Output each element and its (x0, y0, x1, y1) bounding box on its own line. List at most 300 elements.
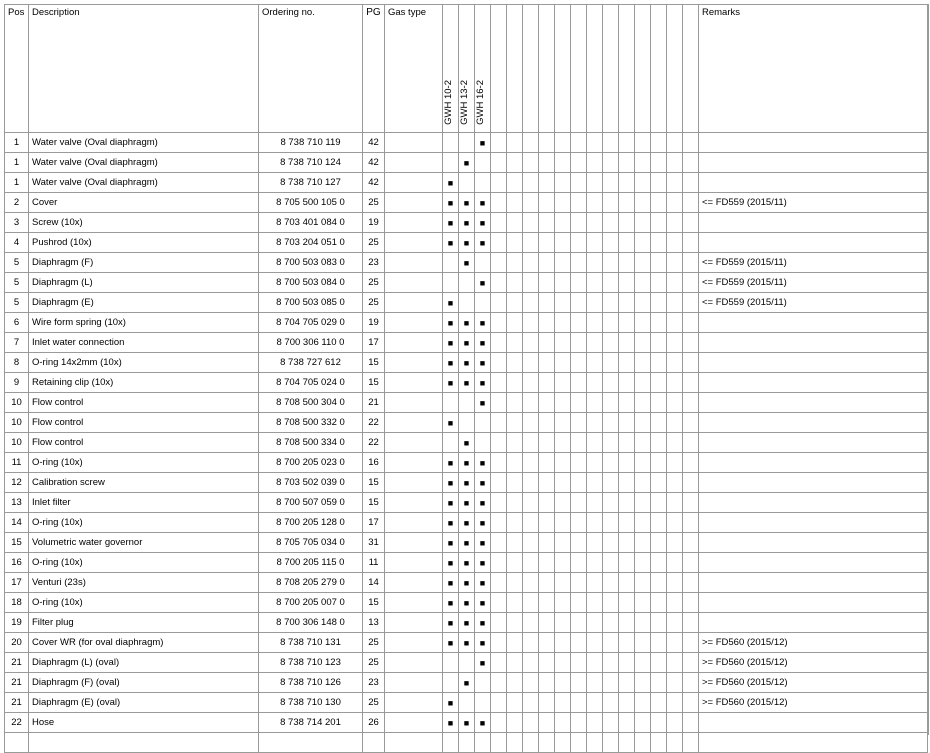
applicability-marker: ■ (479, 277, 486, 288)
applicability-marker: ■ (463, 337, 470, 348)
empty-model-cell (683, 373, 699, 393)
empty-model-cell (539, 233, 555, 253)
applicability-marker: ■ (447, 697, 454, 708)
empty-cell (475, 733, 491, 753)
remarks-cell (699, 133, 928, 153)
applicability-marker: ■ (447, 177, 454, 188)
empty-model-cell (667, 333, 683, 353)
applicability-marker: ■ (479, 537, 486, 548)
empty-model-cell (507, 153, 523, 173)
empty-model-cell (683, 633, 699, 653)
pos-cell: 2 (5, 193, 29, 213)
empty-model-cell (555, 653, 571, 673)
applicability-marker: ■ (463, 477, 470, 488)
remarks-cell (699, 453, 928, 473)
empty-model-cell (603, 493, 619, 513)
empty-model-cell (507, 473, 523, 493)
description-cell: Cover (29, 193, 259, 213)
empty-model-cell (587, 693, 603, 713)
ordering-no-header: Ordering no. (259, 5, 363, 133)
applicability-marker: ■ (463, 637, 470, 648)
empty-model-cell (635, 553, 651, 573)
empty-model-header (651, 5, 667, 133)
empty-model-cell (635, 473, 651, 493)
empty-model-cell (651, 313, 667, 333)
pos-cell: 10 (5, 413, 29, 433)
applicability-marker: ■ (479, 717, 486, 728)
empty-model-cell (539, 193, 555, 213)
empty-model-cell (507, 353, 523, 373)
pg-cell: 25 (363, 273, 385, 293)
gas-type-cell (385, 633, 443, 653)
empty-model-cell (523, 333, 539, 353)
empty-model-cell (651, 333, 667, 353)
empty-model-cell (603, 633, 619, 653)
ordering-no-cell: 8 700 503 085 0 (259, 293, 363, 313)
applicability-marker: ■ (447, 537, 454, 548)
table-row (5, 713, 928, 733)
empty-model-cell (523, 713, 539, 733)
model-cell (459, 693, 475, 713)
pg-cell: 16 (363, 453, 385, 473)
pg-cell: 14 (363, 573, 385, 593)
model-cell (443, 593, 459, 613)
ordering-no-cell: 8 738 710 131 (259, 633, 363, 653)
model-cell (459, 713, 475, 733)
model-cell (443, 133, 459, 153)
model-cell (459, 333, 475, 353)
empty-model-cell (619, 233, 635, 253)
empty-model-cell (507, 653, 523, 673)
pg-cell: 23 (363, 673, 385, 693)
pos-cell: 3 (5, 213, 29, 233)
table-row-partial (5, 733, 928, 753)
model-cell (443, 193, 459, 213)
empty-model-cell (571, 493, 587, 513)
empty-model-header (635, 5, 651, 133)
pg-cell: 42 (363, 173, 385, 193)
applicability-marker: ■ (447, 237, 454, 248)
gas-type-cell (385, 333, 443, 353)
empty-model-cell (491, 173, 507, 193)
empty-model-cell (683, 553, 699, 573)
empty-model-cell (491, 653, 507, 673)
gas-type-cell (385, 413, 443, 433)
applicability-marker: ■ (447, 357, 454, 368)
empty-model-cell (587, 613, 603, 633)
remarks-cell (699, 333, 928, 353)
applicability-marker: ■ (479, 457, 486, 468)
model-cell (443, 333, 459, 353)
model-cell (443, 613, 459, 633)
empty-model-cell (635, 353, 651, 373)
empty-model-cell (667, 353, 683, 373)
empty-model-cell (571, 393, 587, 413)
empty-model-cell (491, 593, 507, 613)
empty-model-cell (651, 473, 667, 493)
empty-model-cell (507, 453, 523, 473)
empty-model-cell (651, 693, 667, 713)
pg-cell: 15 (363, 473, 385, 493)
pg-cell: 17 (363, 333, 385, 353)
table-row (5, 493, 928, 513)
empty-model-cell (539, 253, 555, 273)
empty-model-cell (539, 673, 555, 693)
empty-cell (363, 733, 385, 753)
gas-type-cell (385, 573, 443, 593)
empty-model-cell (571, 333, 587, 353)
empty-model-cell (587, 333, 603, 353)
applicability-marker: ■ (463, 537, 470, 548)
empty-model-cell (603, 593, 619, 613)
model-cell (443, 233, 459, 253)
empty-model-cell (619, 493, 635, 513)
empty-model-cell (523, 433, 539, 453)
empty-model-cell (603, 413, 619, 433)
empty-model-cell (507, 693, 523, 713)
description-cell: Pushrod (10x) (29, 233, 259, 253)
empty-model-cell (635, 493, 651, 513)
empty-cell (651, 733, 667, 753)
empty-model-cell (635, 413, 651, 433)
pg-cell: 26 (363, 713, 385, 733)
empty-model-cell (539, 473, 555, 493)
pg-cell: 17 (363, 513, 385, 533)
empty-model-cell (571, 233, 587, 253)
empty-cell (443, 733, 459, 753)
empty-model-cell (491, 433, 507, 453)
empty-model-cell (507, 533, 523, 553)
empty-model-cell (491, 193, 507, 213)
pg-cell: 42 (363, 153, 385, 173)
description-cell: O-ring 14x2mm (10x) (29, 353, 259, 373)
model-cell (475, 653, 491, 673)
applicability-marker: ■ (447, 617, 454, 628)
empty-model-cell (491, 453, 507, 473)
empty-model-cell (651, 373, 667, 393)
empty-model-cell (603, 313, 619, 333)
empty-model-cell (491, 493, 507, 513)
table-row (5, 133, 928, 153)
remarks-cell (699, 213, 928, 233)
empty-model-cell (523, 673, 539, 693)
table-row (5, 273, 928, 293)
empty-model-cell (667, 413, 683, 433)
applicability-marker: ■ (463, 557, 470, 568)
model-cell (475, 433, 491, 453)
applicability-marker: ■ (463, 497, 470, 508)
empty-model-cell (619, 373, 635, 393)
description-cell: Retaining clip (10x) (29, 373, 259, 393)
gas-type-cell (385, 273, 443, 293)
empty-model-cell (619, 633, 635, 653)
empty-model-cell (539, 573, 555, 593)
empty-model-cell (491, 673, 507, 693)
empty-model-cell (571, 613, 587, 633)
empty-model-cell (667, 253, 683, 273)
gas-type-cell (385, 513, 443, 533)
empty-model-cell (603, 373, 619, 393)
remarks-cell: <= FD559 (2015/11) (699, 193, 928, 213)
empty-model-cell (603, 273, 619, 293)
applicability-marker: ■ (463, 197, 470, 208)
pg-cell: 25 (363, 293, 385, 313)
empty-model-cell (539, 133, 555, 153)
empty-model-cell (571, 353, 587, 373)
gas-type-cell (385, 373, 443, 393)
empty-model-cell (587, 193, 603, 213)
empty-model-cell (555, 493, 571, 513)
gas-type-cell (385, 133, 443, 153)
pg-cell: 19 (363, 213, 385, 233)
table-row (5, 213, 928, 233)
spare-parts-table (4, 4, 928, 753)
empty-model-cell (555, 253, 571, 273)
empty-model-cell (667, 193, 683, 213)
table-row (5, 613, 928, 633)
model-cell (443, 653, 459, 673)
empty-model-cell (667, 673, 683, 693)
model-header-gwh-16-2 (475, 5, 491, 133)
empty-model-cell (523, 353, 539, 373)
gas-type-cell (385, 213, 443, 233)
empty-model-cell (667, 313, 683, 333)
empty-model-cell (635, 133, 651, 153)
applicability-marker: ■ (447, 317, 454, 328)
model-cell (475, 513, 491, 533)
applicability-marker: ■ (463, 237, 470, 248)
gas-type-cell (385, 613, 443, 633)
table-row (5, 373, 928, 393)
model-cell (475, 153, 491, 173)
empty-model-cell (555, 613, 571, 633)
empty-model-cell (539, 313, 555, 333)
empty-model-cell (491, 633, 507, 653)
applicability-marker: ■ (479, 377, 486, 388)
model-cell (459, 153, 475, 173)
empty-model-cell (651, 233, 667, 253)
applicability-marker: ■ (463, 457, 470, 468)
empty-cell (459, 733, 475, 753)
table-row (5, 553, 928, 573)
empty-model-cell (683, 413, 699, 433)
model-cell (443, 253, 459, 273)
applicability-marker: ■ (447, 377, 454, 388)
model-cell (475, 313, 491, 333)
empty-model-header (587, 5, 603, 133)
empty-model-header (619, 5, 635, 133)
empty-model-cell (507, 413, 523, 433)
pg-cell: 25 (363, 633, 385, 653)
empty-model-cell (619, 693, 635, 713)
empty-model-cell (651, 133, 667, 153)
empty-model-cell (667, 693, 683, 713)
empty-model-cell (491, 533, 507, 553)
model-cell (475, 393, 491, 413)
pos-cell: 10 (5, 433, 29, 453)
applicability-marker: ■ (463, 517, 470, 528)
gas-type-cell (385, 653, 443, 673)
empty-model-cell (491, 513, 507, 533)
description-cell: O-ring (10x) (29, 513, 259, 533)
empty-model-cell (571, 193, 587, 213)
applicability-marker: ■ (479, 217, 486, 228)
model-cell (475, 713, 491, 733)
empty-model-cell (491, 573, 507, 593)
empty-model-cell (507, 573, 523, 593)
empty-model-cell (683, 593, 699, 613)
ordering-no-cell: 8 704 705 024 0 (259, 373, 363, 393)
empty-model-cell (651, 553, 667, 573)
description-cell: O-ring (10x) (29, 453, 259, 473)
empty-model-cell (539, 213, 555, 233)
pg-cell: 15 (363, 593, 385, 613)
empty-model-cell (587, 213, 603, 233)
model-cell (475, 533, 491, 553)
description-cell: Screw (10x) (29, 213, 259, 233)
applicability-marker: ■ (479, 357, 486, 368)
empty-model-cell (539, 293, 555, 313)
empty-model-cell (683, 153, 699, 173)
applicability-marker: ■ (447, 717, 454, 728)
ordering-no-cell: 8 704 705 029 0 (259, 313, 363, 333)
empty-model-cell (587, 633, 603, 653)
empty-model-cell (555, 153, 571, 173)
empty-model-cell (555, 393, 571, 413)
description-cell: Flow control (29, 393, 259, 413)
model-cell (443, 493, 459, 513)
gas-type-cell (385, 433, 443, 453)
description-cell: Inlet water connection (29, 333, 259, 353)
empty-model-cell (555, 513, 571, 533)
empty-model-cell (587, 313, 603, 333)
empty-model-cell (667, 393, 683, 413)
model-cell (459, 393, 475, 413)
empty-model-cell (635, 693, 651, 713)
empty-model-cell (651, 633, 667, 653)
remarks-cell (699, 493, 928, 513)
empty-model-cell (619, 513, 635, 533)
empty-model-cell (587, 153, 603, 173)
empty-model-cell (683, 133, 699, 153)
empty-model-cell (683, 353, 699, 373)
model-cell (459, 613, 475, 633)
empty-model-cell (523, 133, 539, 153)
ordering-no-cell: 8 700 205 023 0 (259, 453, 363, 473)
empty-cell (491, 733, 507, 753)
empty-model-cell (619, 593, 635, 613)
empty-model-cell (571, 653, 587, 673)
empty-model-cell (539, 633, 555, 653)
empty-model-header (539, 5, 555, 133)
empty-model-cell (683, 273, 699, 293)
empty-model-cell (507, 373, 523, 393)
applicability-marker: ■ (463, 617, 470, 628)
table-row (5, 293, 928, 313)
model-cell (443, 573, 459, 593)
empty-model-cell (667, 493, 683, 513)
empty-model-cell (619, 293, 635, 313)
applicability-marker: ■ (463, 257, 470, 268)
applicability-marker: ■ (463, 677, 470, 688)
empty-model-cell (587, 713, 603, 733)
empty-model-cell (619, 393, 635, 413)
empty-model-cell (539, 373, 555, 393)
empty-model-cell (667, 213, 683, 233)
pos-cell: 21 (5, 653, 29, 673)
empty-model-cell (523, 413, 539, 433)
empty-model-cell (667, 613, 683, 633)
ordering-no-cell: 8 700 503 084 0 (259, 273, 363, 293)
applicability-marker: ■ (479, 197, 486, 208)
empty-model-cell (539, 613, 555, 633)
empty-model-cell (523, 513, 539, 533)
empty-model-cell (587, 433, 603, 453)
empty-model-cell (539, 593, 555, 613)
pg-header: PG (363, 5, 385, 133)
model-cell (459, 453, 475, 473)
empty-model-cell (491, 413, 507, 433)
applicability-marker: ■ (479, 397, 486, 408)
model-cell (475, 633, 491, 653)
model-cell (443, 153, 459, 173)
empty-model-cell (651, 613, 667, 633)
model-cell (459, 413, 475, 433)
ordering-no-cell: 8 700 306 110 0 (259, 333, 363, 353)
description-cell: Volumetric water governor (29, 533, 259, 553)
empty-model-cell (571, 513, 587, 533)
applicability-marker: ■ (479, 137, 486, 148)
model-cell (475, 693, 491, 713)
applicability-marker: ■ (479, 577, 486, 588)
remarks-cell (699, 513, 928, 533)
ordering-no-cell: 8 703 502 039 0 (259, 473, 363, 493)
model-cell (475, 473, 491, 493)
pos-cell: 5 (5, 293, 29, 313)
empty-model-cell (603, 533, 619, 553)
ordering-no-cell: 8 738 710 123 (259, 653, 363, 673)
empty-model-cell (619, 173, 635, 193)
model-cell (443, 433, 459, 453)
model-cell (475, 573, 491, 593)
ordering-no-cell: 8 738 710 127 (259, 173, 363, 193)
empty-model-cell (635, 193, 651, 213)
empty-model-cell (491, 473, 507, 493)
empty-model-header (523, 5, 539, 133)
model-cell (459, 593, 475, 613)
empty-model-cell (539, 333, 555, 353)
empty-model-cell (523, 393, 539, 413)
empty-model-cell (555, 373, 571, 393)
empty-model-cell (523, 373, 539, 393)
empty-model-header (603, 5, 619, 133)
empty-model-cell (619, 333, 635, 353)
description-cell: Venturi (23s) (29, 573, 259, 593)
model-cell (459, 433, 475, 453)
empty-model-cell (619, 653, 635, 673)
remarks-cell (699, 353, 928, 373)
empty-model-cell (603, 693, 619, 713)
empty-cell (523, 733, 539, 753)
empty-model-cell (491, 373, 507, 393)
description-cell: Diaphragm (L) (oval) (29, 653, 259, 673)
empty-model-cell (667, 453, 683, 473)
empty-model-cell (539, 493, 555, 513)
table-row (5, 333, 928, 353)
empty-model-cell (507, 613, 523, 633)
empty-model-cell (491, 293, 507, 313)
empty-model-cell (667, 153, 683, 173)
